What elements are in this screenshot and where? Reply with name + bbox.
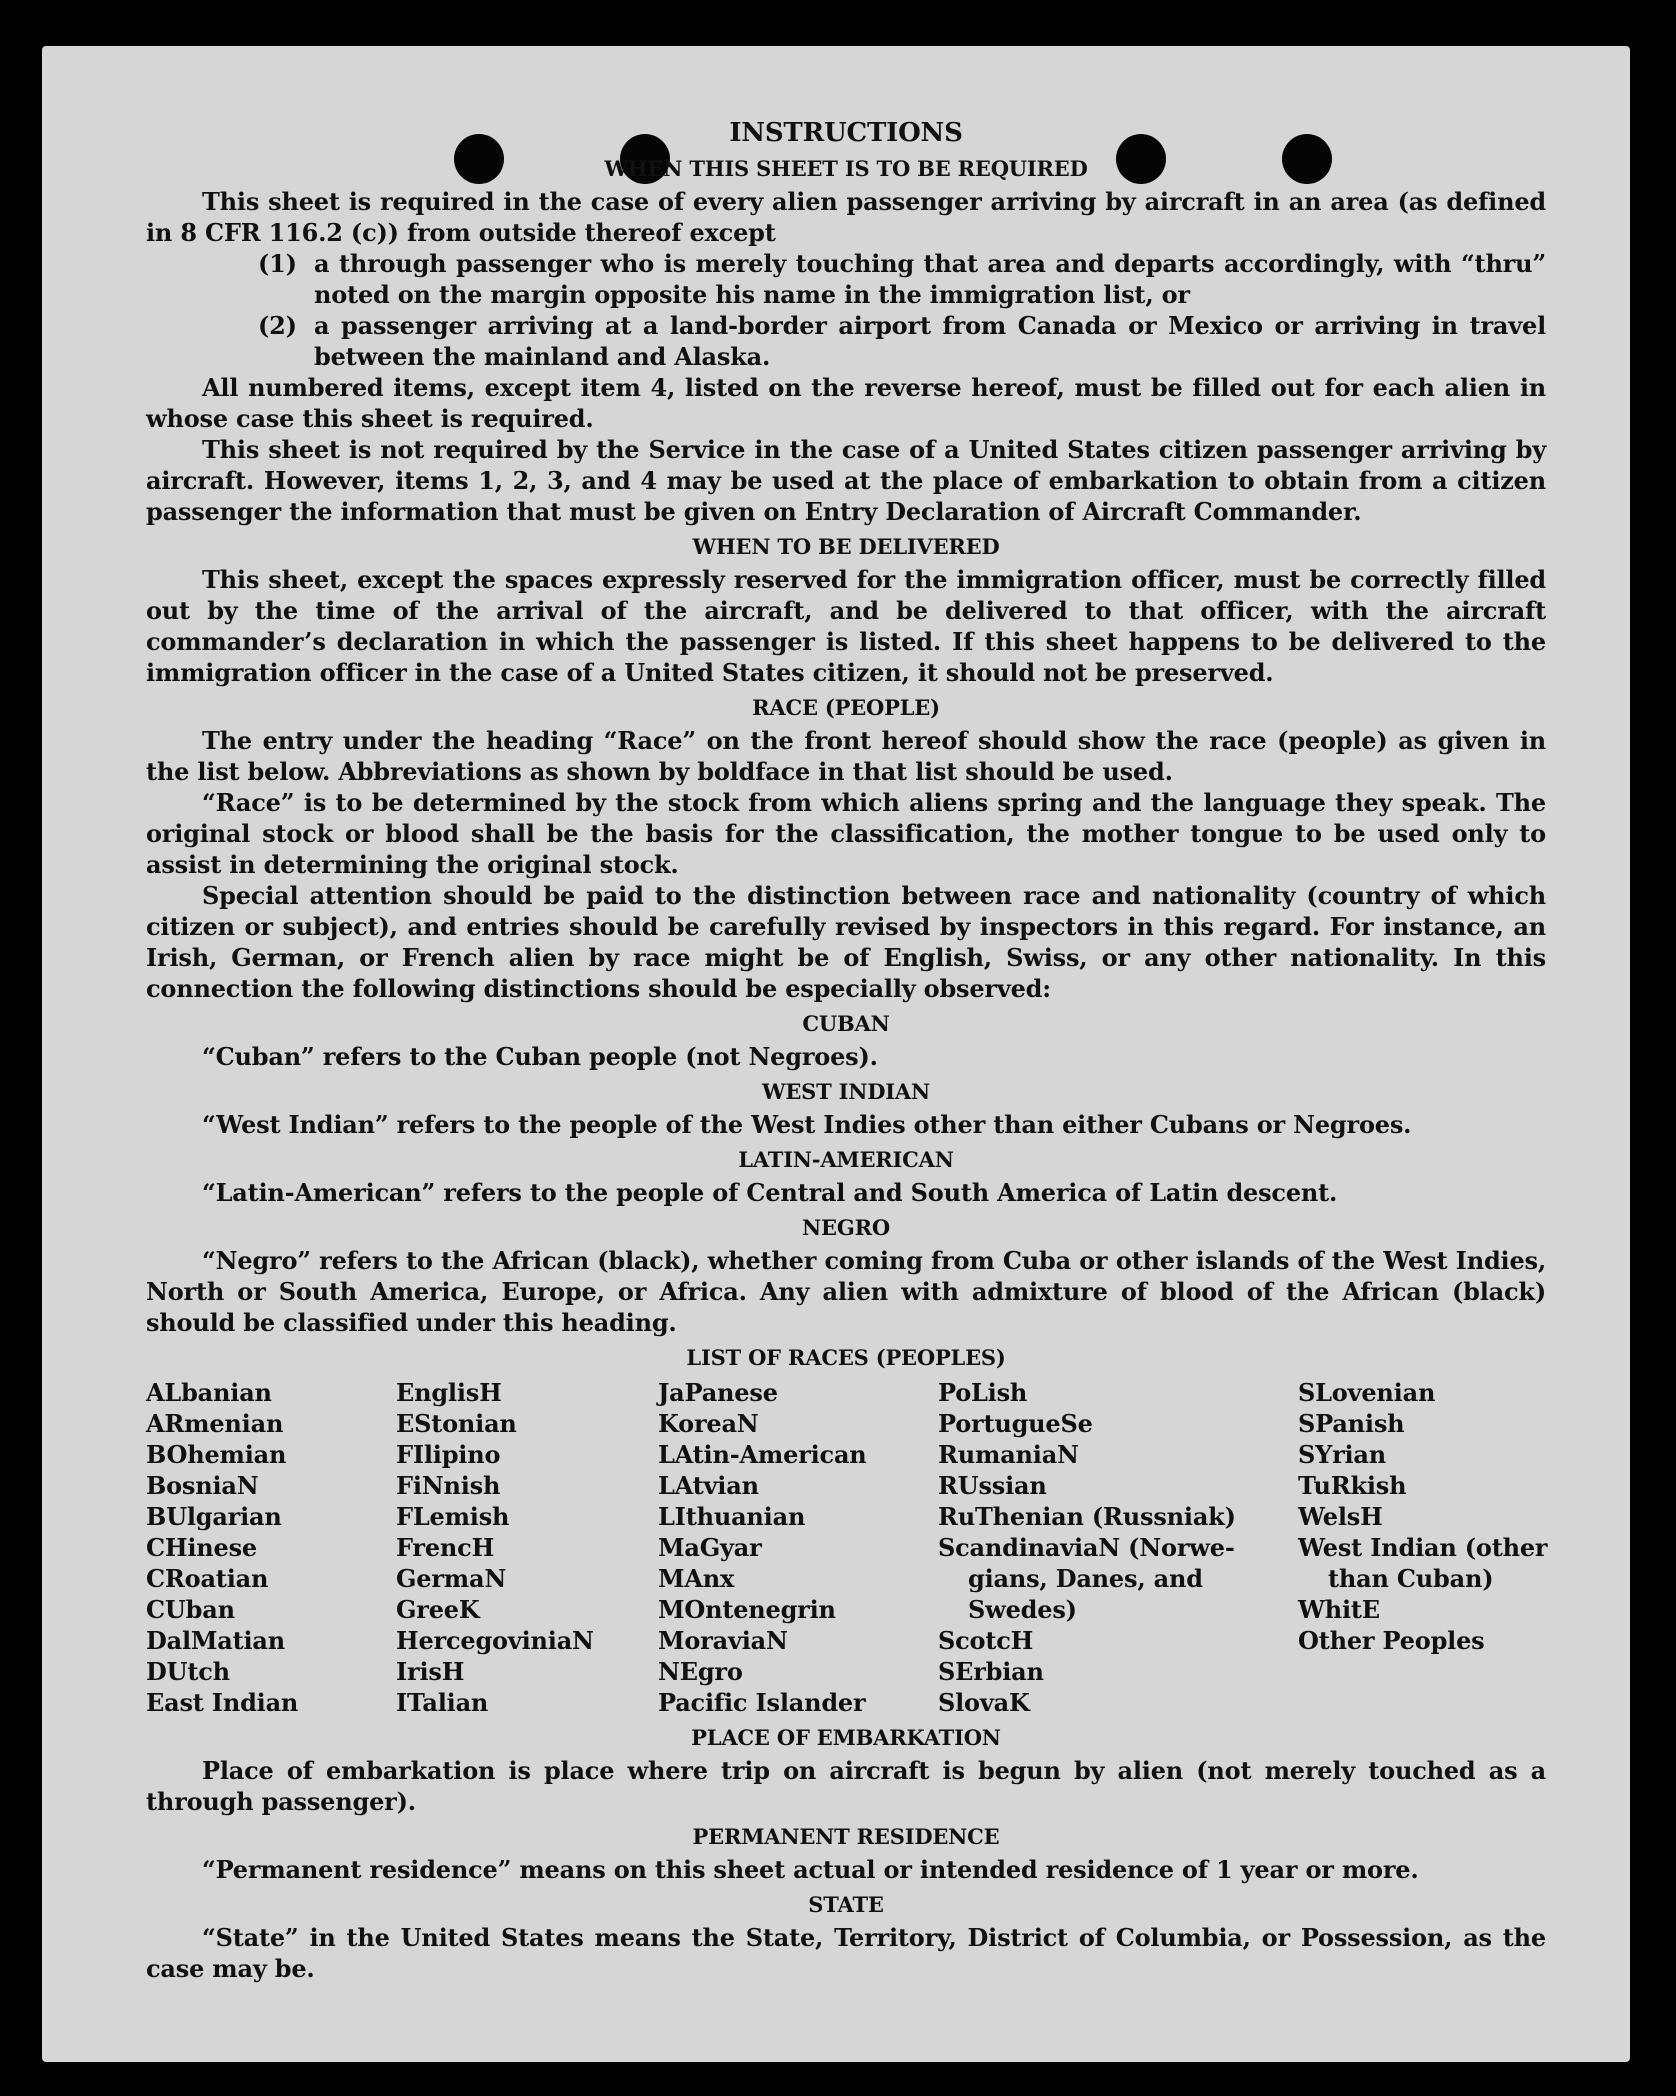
race-item: FLemish [396, 1502, 510, 1531]
race-item: WelsH [1298, 1502, 1383, 1531]
race-item: ALbanian [146, 1378, 272, 1407]
race-item: ITalian [396, 1688, 489, 1717]
race-item: BOhemian [146, 1440, 287, 1469]
race-item: SLovenian [1298, 1378, 1436, 1407]
race-item: MAnx [658, 1564, 735, 1593]
races-column [146, 1377, 396, 1718]
races-column [658, 1377, 938, 1718]
exception-text: a passenger arriving at a land-border airport from Canada or Mexico or arriving in travel between the mainland and Alaska. [314, 311, 1546, 371]
race-item: BosniaN [146, 1471, 259, 1500]
race-item-continued: gians, Danes, and [968, 1564, 1203, 1593]
paragraph: “Permanent residence” means on this sheet actual or intended residence of 1 year or more. [202, 1855, 1419, 1884]
paragraph: The entry under the heading “Race” on the front hereof should show the race (people) as given in the list below. Abbreviations as shown by boldface in that list should be used. [146, 726, 1546, 786]
race-item: EStonian [396, 1409, 517, 1438]
race-item: SlovaK [938, 1688, 1030, 1717]
race-item: East Indian [146, 1688, 299, 1717]
race-item: FiNnish [396, 1471, 501, 1500]
race-item-continued: Swedes) [968, 1595, 1077, 1624]
race-item: SErbian [938, 1657, 1044, 1686]
race-item-continued: than Cuban) [1328, 1564, 1494, 1593]
section-heading: RACE (PEOPLE) [752, 695, 940, 720]
section-heading: NEGRO [802, 1215, 890, 1240]
paragraph: “Negro” refers to the African (black), whether coming from Cuba or other islands of the West Indies, North or South America, Europe, or Africa. Any alien with admixture of blood of the African (black) should be classified under this heading. [146, 1246, 1546, 1337]
section-heading: STATE [808, 1892, 884, 1917]
paragraph: This sheet is not required by the Service in the case of a United States citizen passenger arriving by aircraft. However, items 1, 2, 3, and 4 may be used at the place of embarkation to obtain from a citizen passenger the information that must be given on Entry Declaration of Aircraft Commander. [146, 435, 1546, 526]
page-title: INSTRUCTIONS [729, 118, 963, 148]
exception-number: (2) [258, 311, 297, 340]
race-item: RuThenian (Russniak) [938, 1502, 1236, 1531]
race-item: SYrian [1298, 1440, 1387, 1469]
race-item: MaGyar [658, 1533, 762, 1562]
race-item: BUlgarian [146, 1502, 282, 1531]
race-item: GermaN [396, 1564, 507, 1593]
race-item: WhitE [1298, 1595, 1380, 1624]
paragraph: Special attention should be paid to the distinction between race and nationality (country of which citizen or subject), and entries should be carefully revised by inspectors in this regard. For instance, an Irish, German, or French alien by race might be of English, Swiss, or any other nationality. In this connection the following distinctions should be especially observed: [146, 881, 1546, 1003]
race-item: LAtvian [658, 1471, 759, 1500]
race-item: HercegoviniaN [396, 1626, 594, 1655]
paragraph: “Latin-American” refers to the people of Central and South America of Latin descent. [202, 1178, 1338, 1207]
paragraph: Place of embarkation is place where trip on aircraft is begun by alien (not merely touched as a through passenger). [146, 1756, 1546, 1816]
race-item: DalMatian [146, 1626, 286, 1655]
instructions-content [146, 118, 1546, 1984]
race-item: RUssian [938, 1471, 1047, 1500]
exception-item [258, 310, 1546, 372]
race-item: PortugueSe [938, 1409, 1093, 1438]
race-item: CRoatian [146, 1564, 269, 1593]
race-item: FrencH [396, 1533, 495, 1562]
paragraph: “West Indian” refers to the people of the West Indies other than either Cubans or Negroes. [202, 1110, 1412, 1139]
section-heading: LIST OF RACES (PEOPLES) [686, 1345, 1006, 1370]
races-column [396, 1377, 658, 1718]
paragraph: This sheet, except the spaces expressly reserved for the immigration officer, must be correctly filled out by the time of the arrival of the aircraft, and be delivered to that officer, with the aircraft commander’s declaration in which the passenger is listed. If this sheet happens to be delivered to the immigration officer in the case of a United States citizen, it should not be preserved. [146, 565, 1546, 687]
race-item: PoLish [938, 1378, 1028, 1407]
race-item: Pacific Islander [658, 1688, 866, 1717]
paragraph: “Cuban” refers to the Cuban people (not Negroes). [202, 1042, 878, 1071]
section-heading: WHEN TO BE DELIVERED [692, 534, 1000, 559]
race-item: TuRkish [1298, 1471, 1407, 1500]
race-item: EnglisH [396, 1378, 502, 1407]
race-item: JaPanese [658, 1378, 778, 1407]
races-column [938, 1377, 1298, 1718]
race-item: FIlipino [396, 1440, 501, 1469]
race-item: KoreaN [658, 1409, 759, 1438]
races-list [146, 1377, 1546, 1718]
race-item: LAtin-American [658, 1440, 867, 1469]
section-heading: CUBAN [802, 1011, 890, 1036]
race-item: MOntenegrin [658, 1595, 836, 1624]
race-item: SPanish [1298, 1409, 1405, 1438]
races-column [1298, 1377, 1546, 1718]
exception-text: a through passenger who is merely touching that area and departs accordingly, with “thru” noted on the margin opposite his name in the immigration list, or [314, 249, 1546, 309]
race-item: West Indian (other [1298, 1533, 1548, 1562]
paragraph: “State” in the United States means the State, Territory, District of Columbia, or Possession, as the case may be. [146, 1923, 1546, 1983]
race-item: LIthuanian [658, 1502, 806, 1531]
paragraph: This sheet is required in the case of every alien passenger arriving by aircraft in an area (as defined in 8 CFR 116.2 (c)) from outside thereof except [146, 187, 1546, 247]
race-item: MoraviaN [658, 1626, 788, 1655]
section-heading: WHEN THIS SHEET IS TO BE REQUIRED [604, 156, 1088, 181]
exception-item [258, 248, 1546, 310]
race-item: CHinese [146, 1533, 257, 1562]
race-item: ARmenian [146, 1409, 284, 1438]
section-heading: WEST INDIAN [761, 1079, 931, 1104]
race-item: Other Peoples [1298, 1626, 1485, 1655]
section-heading: LATIN-AMERICAN [738, 1147, 954, 1172]
exception-number: (1) [258, 249, 297, 278]
race-item: ScotcH [938, 1626, 1034, 1655]
section-heading: PERMANENT RESIDENCE [692, 1824, 1000, 1849]
paragraph: “Race” is to be determined by the stock from which aliens spring and the language they speak. The original stock or blood shall be the basis for the classification, the mother tongue to be used only to assist in determining the original stock. [146, 788, 1546, 879]
race-item: ScandinaviaN (Norwe- [938, 1533, 1235, 1562]
race-item: GreeK [396, 1595, 480, 1624]
race-item: DUtch [146, 1657, 230, 1686]
race-item: IrisH [396, 1657, 465, 1686]
race-item: CUban [146, 1595, 235, 1624]
race-item: NEgro [658, 1657, 743, 1686]
section-heading: PLACE OF EMBARKATION [691, 1725, 1001, 1750]
race-item: RumaniaN [938, 1440, 1079, 1469]
paragraph: All numbered items, except item 4, listed on the reverse hereof, must be filled out for each alien in whose case this sheet is required. [146, 373, 1546, 433]
